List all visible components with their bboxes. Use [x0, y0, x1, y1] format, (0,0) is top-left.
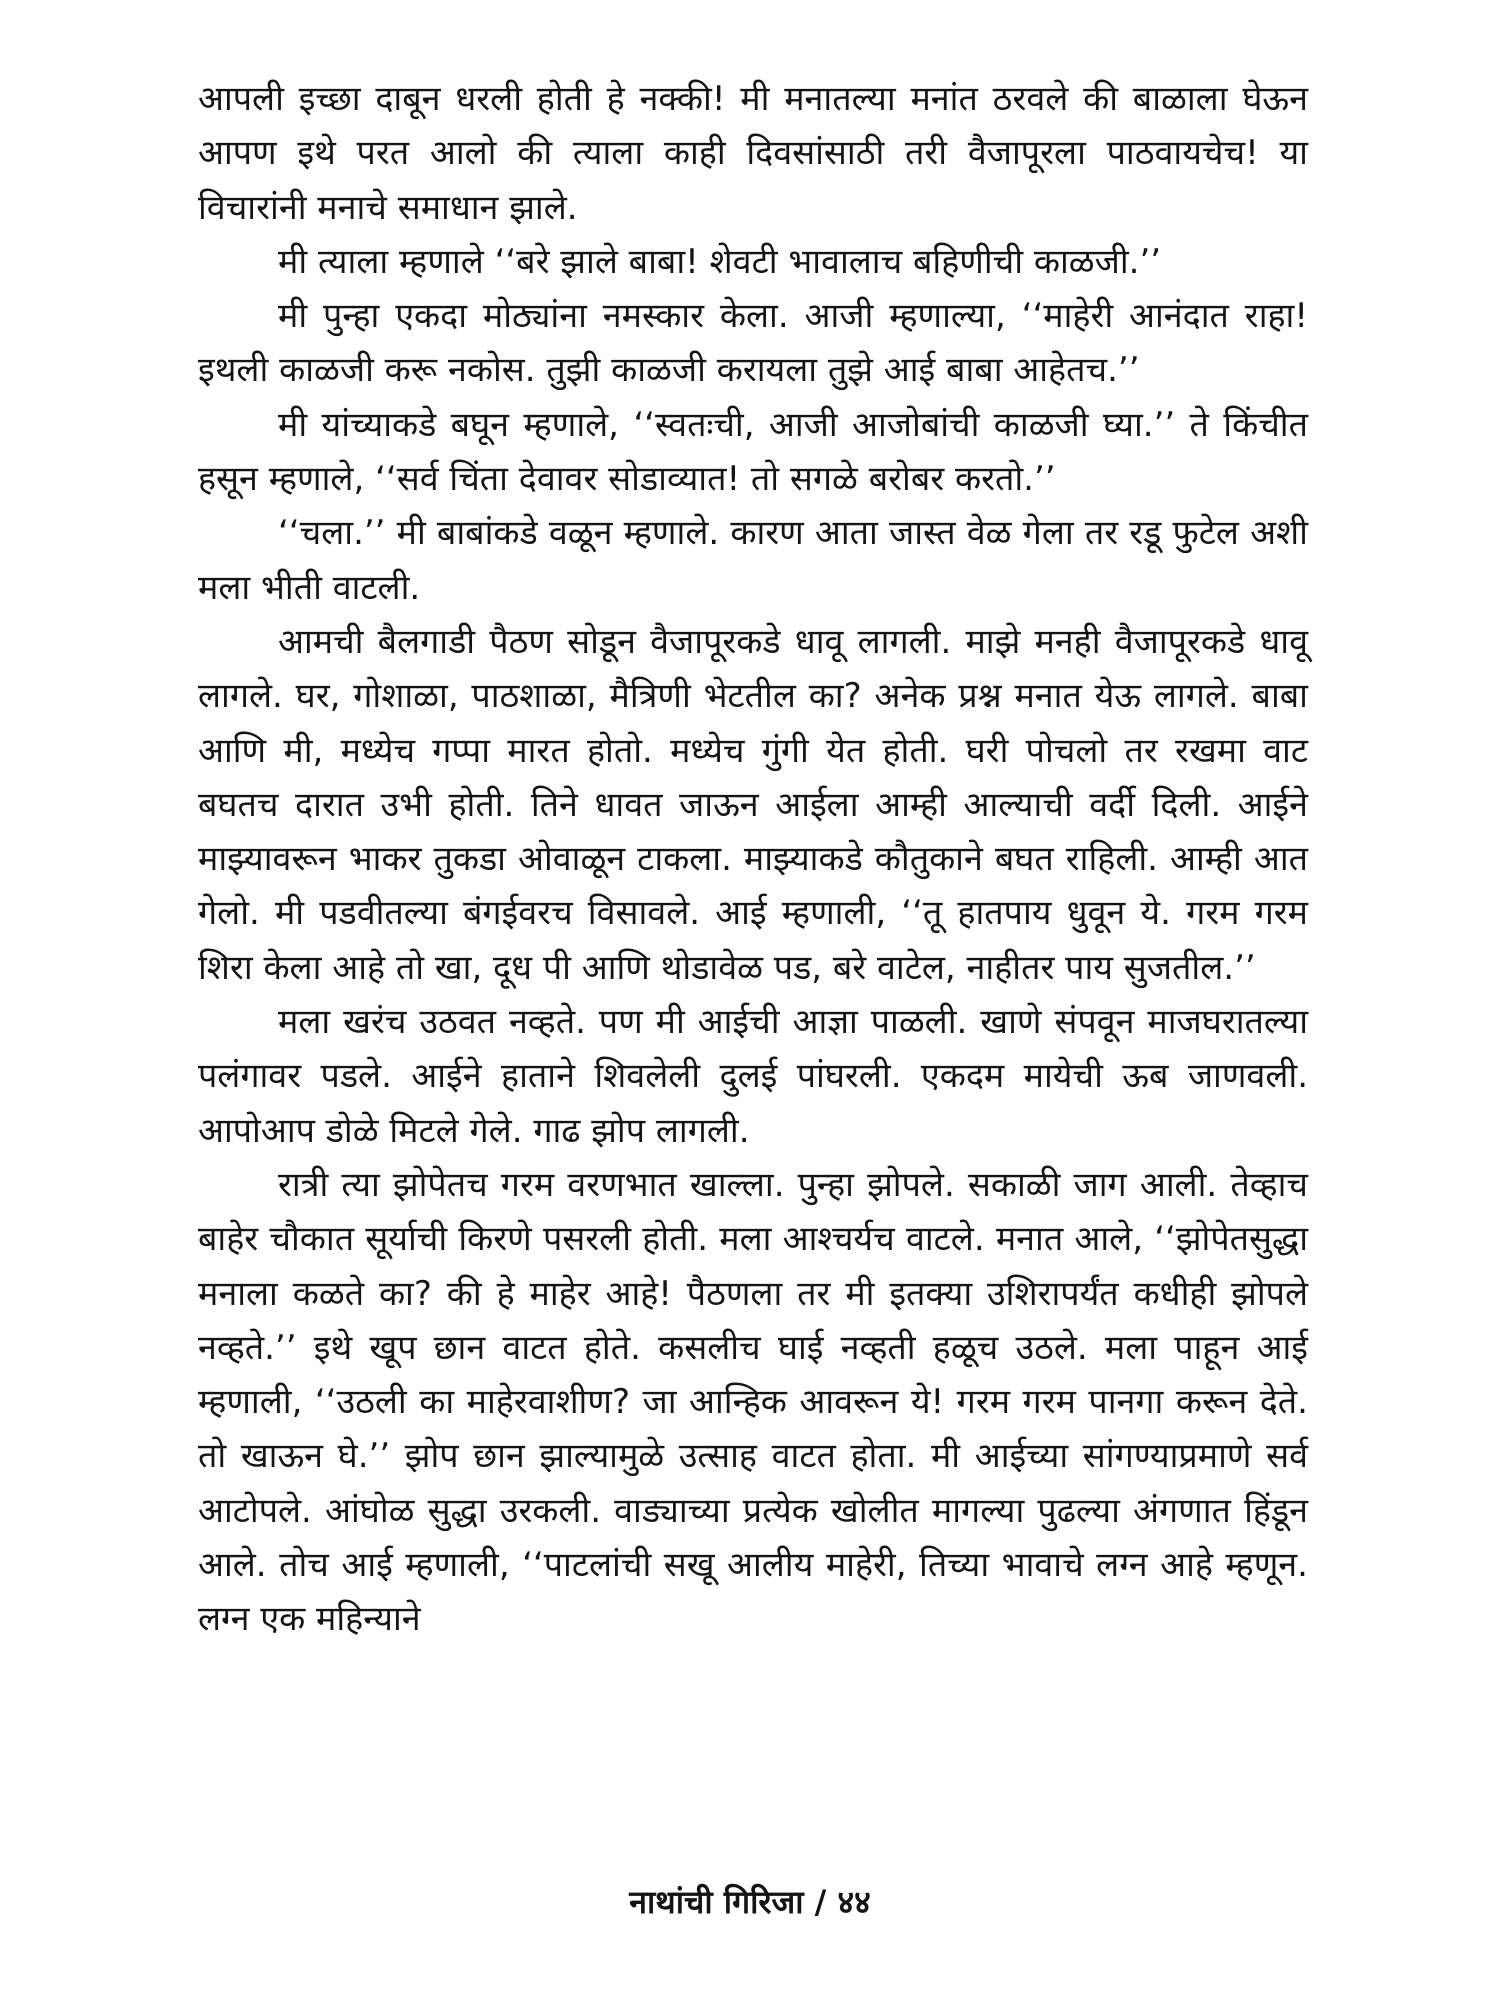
paragraph-4: मी यांच्याकडे बघून म्हणाले, ‘‘स्वतःची, आजी आजोबांची काळजी घ्या.’’ ते किंचीत हसून म्हणाले, ‘‘सर्व चिंता देवावर सोडाव्यात! तो सगळे बरोबर करतो.’’: [198, 404, 1308, 500]
paragraph-5: ‘‘चला.’’ मी बाबांकडे वळून म्हणाले. कारण आता जास्त वेळ गेला तर रडू फुटेल अशी मला भीती वाटली.: [198, 513, 1308, 608]
page-number: ४४: [837, 1883, 871, 1921]
book-title: नाथांची गिरिजा: [629, 1883, 804, 1921]
paragraph-2: मी त्याला म्हणाले ‘‘बरे झाले बाबा! शेवटी भावालाच बहिणीची काळजी.’’: [278, 241, 1162, 282]
body-text: [198, 72, 1308, 1647]
paragraph-1: आपली इच्छा दाबून धरली होती हे नक्की! मी मनातल्या मनांत ठरवले की बाळाला घेऊन आपण इथे परत आलो की त्याला काही दिवसांसाठी तरी वैजापूरला पाठवायचेच! या विचारांनी मनाचे समाधान झाले.: [198, 79, 1308, 228]
footer-separator: /: [814, 1883, 827, 1921]
paragraph-8: रात्री त्या झोपेतच गरम वरणभात खाल्ला. पुन्हा झोपले. सकाळी जाग आली. तेव्हाच बाहेर चौकात सूर्याची किरणे पसरली होती. मला आश्चर्यच वाटले. मनात आले, ‘‘झोपेतसुद्धा मनाला कळते का? की हे माहेर आहे! पैठणला तर मी इतक्या उशिरापर्यंत कधीही झोपले नव्हते.’’ इथे खूप छान वाटत होते. कसलीच घाई नव्हती हळूच उठले. मला पाहून आई म्हणाली, ‘‘उठली का माहेरवाशीण? जा आन्हिक आवरून ये! गरम गरम पानगा करून देते. तो खाऊन घे.’’ झोप छान झाल्यामुळे उत्साह वाटत होता. मी आईच्या सांगण्याप्रमाणे सर्व आटोपले. आंघोळ सुद्धा उरकली. वाड्याच्या प्रत्येक खोलीत मागल्या पुढल्या अंगणात हिंडून आले. तोच आई म्हणाली, ‘‘पाटलांची सखू आलीय माहेरी, तिच्या भावाचे लग्न आहे म्हणून. लग्न एक महिन्याने: [198, 1164, 1308, 1640]
page-footer: [0, 1880, 1500, 1923]
paragraph-6: आमची बैलगाडी पैठण सोडून वैजापूरकडे धावू लागली. माझे मनही वैजापूरकडे धावू लागले. घर, गोशाळा, पाठशाळा, मैत्रिणी भेटतील का? अनेक प्रश्न मनात येऊ लागले. बाबा आणि मी, मध्येच गप्पा मारत होतो. मध्येच गुंगी येत होती. घरी पोचलो तर रखमा वाट बघतच दारात उभी होती. तिने धावत जाऊन आईला आम्ही आल्याची वर्दी दिली. आईने माझ्यावरून भाकर तुकडा ओवाळून टाकला. माझ्याकडे कौतुकाने बघत राहिली. आम्ही आत गेलो. मी पडवीतल्या बंगईवरच विसावले. आई म्हणाली, ‘‘तू हातपाय धुवून ये. गरम गरम शिरा केला आहे तो खा, दूध पी आणि थोडावेळ पड, बरे वाटेल, नाहीतर पाय सुजतील.’’: [198, 621, 1308, 988]
paragraph-3: मी पुन्हा एकदा मोठ्यांना नमस्कार केला. आजी म्हणाल्या, ‘‘माहेरी आनंदात राहा! इथली काळजी करू नकोस. तुझी काळजी करायला तुझे आई बाबा आहेतच.’’: [198, 296, 1308, 391]
paragraph-7: मला खरंच उठवत नव्हते. पण मी आईची आज्ञा पाळली. खाणे संपवून माजघरातल्या पलंगावर पडले. आईने हाताने शिवलेली दुलई पांघरली. एकदम मायेची ऊब जाणवली. आपोआप डोळे मिटले गेले. गाढ झोप लागली.: [198, 1002, 1308, 1151]
